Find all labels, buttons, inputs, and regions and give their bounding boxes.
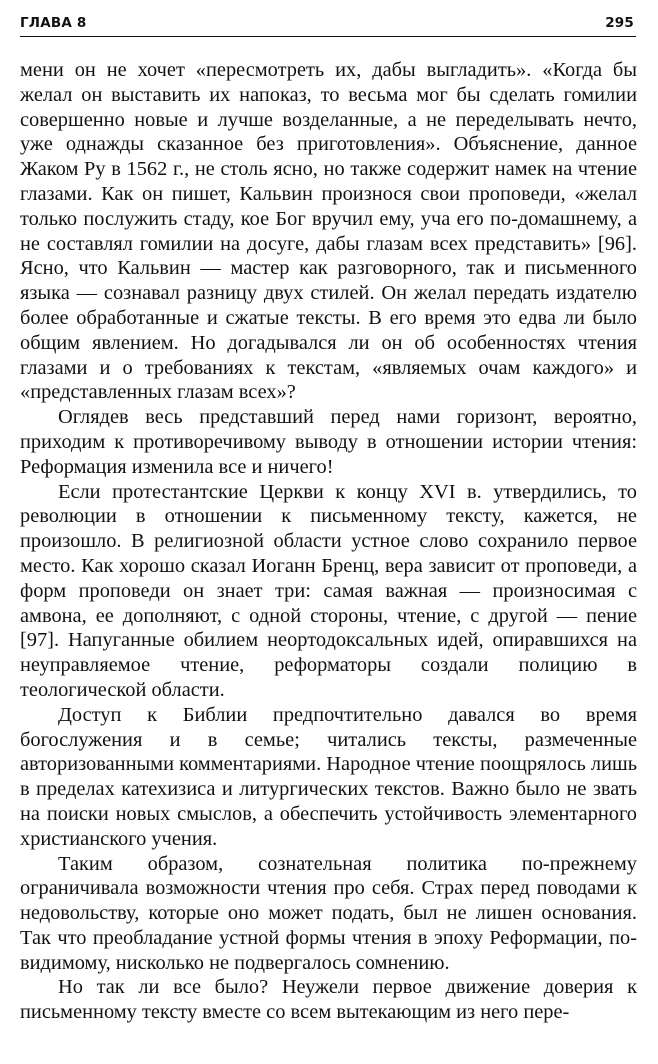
paragraph: Если протестантские Церкви к концу XVI в. утвердились, то революции в отношении к письменному тексту, кажется, не произошло. В религиозной области устное слово сохранило первое место. Как хорошо сказал Иоганн Бренц, вера зависит от проповеди, а форм проповеди он знает три: самая важная — произносимая с амвона, ее дополняют, с одной стороны, чтение, с другой — пение [97]. Напуганные обилием неортодоксальных идей, опиравшихся на неуправляемое чтение, реформаторы создали полицию в теологической области. xyxy=(20,480,637,701)
paragraph: Доступ к Библии предпочтительно давался во время богослужения и в семье; читались тексты, размеченные авторизованными комментариями. Народное чтение поощрялось лишь в пределах катехизиса и литургических текстов. Важно было не звать на поиски новых смыслов, а обеспечить устойчивость элементарного христианского учения. xyxy=(20,703,637,850)
paragraph: Но так ли все было? Неужели первое движение доверия к письменному тексту вместе со всем вытекающим из него пере- xyxy=(20,976,637,1024)
running-head xyxy=(20,12,636,37)
page-number: 295 xyxy=(605,15,634,31)
chapter-title: ГЛАВА 8 xyxy=(20,15,87,31)
paragraph: Оглядев весь представший перед нами горизонт, вероятно, приходим к противоречивому выводу в отношении истории чтения: Реформация изменила все и ничего! xyxy=(20,406,637,478)
paragraph: Таким образом, сознательная политика по-прежнему ограничивала возможности чтения про себя. Страх перед поводами к недовольству, которые оно может подать, был не лишен основания. Так что преобладание устной формы чтения в эпоху Реформации, по-видимому, нисколько не подвергалось сомнению. xyxy=(20,852,637,974)
paragraph: мени он не хочет «пересмотреть их, дабы выгладить». «Когда бы желал он выставить их напоказ, то весьма мог бы сделать гомилии совершенно новые и лучше возделанные, а не переделывать нечто, уже однажды сказанное без приготовления». Объяснение, данное Жаком Ру в 1562 г., не столь ясно, но также содержит намек на чтение глазами. Как он пишет, Кальвин произнося свои проповеди, «желал только послужить стаду, кое Бог вручил ему, уча его по-домашнему, а не составлял гомилии на досуге, дабы глазам всех представить» [96]. Ясно, что Кальвин — мастер как разговорного, так и письменного языка — сознавал разницу двух стилей. Он желал передать издателю более обработанные и сжатые тексты. В его время это едва ли было общим явлением. Но догадывался ли он об особенностях чтения глазами и о требованиях к текстам, «являемых очам каждого» и «представленных глазам всех»? xyxy=(20,59,637,404)
body-text xyxy=(20,58,637,1025)
